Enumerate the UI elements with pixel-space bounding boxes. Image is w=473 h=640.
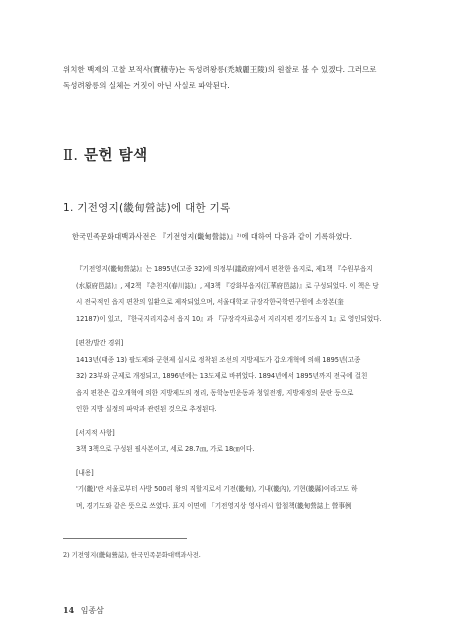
top-paragraph-line: 독성려왕릉의 실체는 거짓이 아닌 사실로 파악된다. — [63, 81, 230, 90]
quote-line: 32) 23부와 군제로 개정되고, 1896년에는 13도제로 바뀌었다. 1894년에서 1895년까지 전국에 걸친 — [76, 372, 368, 380]
footnote: 2) 기전영지(畿甸營誌), 한국민족문화대백과사전. — [63, 551, 201, 559]
footnote-divider — [63, 538, 187, 539]
quote-line: 1413년(태종 13) 팔도제와 군현제 실시로 정착된 조선의 지방제도가 갑오개혁에 의해 1895년(고종 — [76, 355, 361, 364]
top-paragraph-line: 위치한 백제의 고찰 보적사(寶積寺)는 독성려왕릉(禿城麗王陵)의 원찰로 볼 수 있겠다. 그러므로 — [63, 65, 377, 74]
top-paragraph — [63, 62, 415, 94]
section-number: Ⅱ. — [63, 148, 79, 164]
quote-line: [편찬/발간 경위] — [76, 339, 124, 347]
quote-line: (水原府邑誌)』, 제2책 『춘천지(春川誌)』, 제3책 『강화부읍지(江華府邑誌)』로 구성되었다. 이 책은 당 — [76, 281, 379, 290]
quote-block — [76, 261, 418, 514]
quote-line: [내용] — [76, 468, 94, 477]
quote-line: 3책 3책으로 구성된 필사본이고, 세로 28.7㎝, 가로 18㎝이다. — [76, 445, 255, 453]
quote-line — [76, 327, 418, 335]
quote-line: 며, 경기도와 같은 뜻으로 쓰였다. 표지 이면에 「기전영지상 영사리시 합철책(畿甸營誌上 營事例 — [76, 501, 352, 510]
quote-line: 인한 지방 실정의 파악과 관련된 것으로 추정된다. — [76, 405, 217, 413]
quote-line — [76, 458, 418, 465]
intro-sentence: 한국민족문화대백과사전은 『기전영지(畿甸營誌)』²⁾에 대하여 다음과 같이 기록하였다. — [72, 232, 352, 241]
subsection-heading: 1. 기전영지(畿甸營誌)에 대한 기록 — [63, 202, 231, 214]
quote-line: 읍지 편찬은 갑오개혁에 의한 지방제도의 정리, 동학농민운동과 청일전쟁, 지방재정의 문란 등으로 — [76, 388, 354, 397]
section-heading — [63, 144, 148, 165]
quote-line: 12187)이 있고, 『한국지리지총서 읍지 10』과 『규장각자료총서 지리지편 경기도읍지 1』로 영인되었다. — [76, 314, 382, 323]
section-title: 문헌 탐색 — [84, 148, 148, 164]
page-number: 14 — [63, 605, 75, 615]
quote-line: 『기전영지(畿甸營誌)』는 1895년(고종 32)에 의정부(議政府)에서 편찬한 읍지로, 제1책 『수원부읍지 — [76, 265, 373, 273]
quote-line: 시 전국적인 읍지 편찬의 일환으로 제작되었으며, 서울대학교 규장각한국학연구원에 소장본(奎 — [76, 298, 344, 306]
quote-line: [서지적 사항] — [76, 428, 115, 437]
quote-line — [76, 418, 418, 425]
quote-line: '기(畿)'란 서울로부터 사방 500리 왕의 직할지로서 기전(畿甸), 기내(畿內), 기현(畿縣)이라고도 하 — [76, 485, 358, 493]
page-folio — [63, 605, 104, 616]
running-title: 임종삼 — [80, 606, 104, 615]
